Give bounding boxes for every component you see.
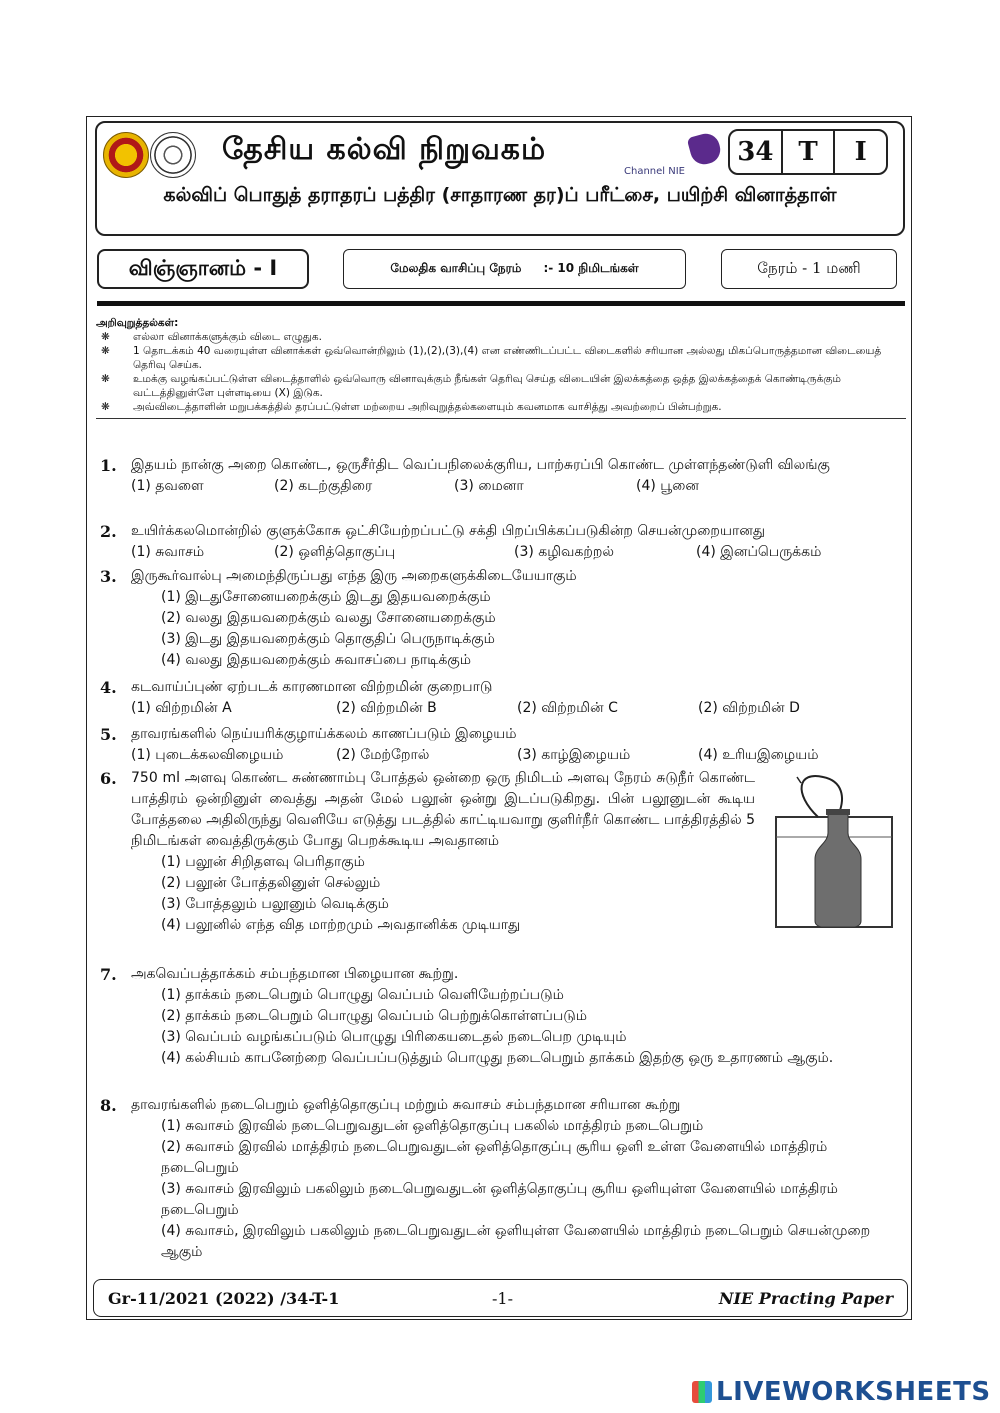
paper-code-number: 34: [730, 131, 783, 173]
options-row: [131, 698, 900, 719]
bottle-balloon-figure: [773, 773, 895, 931]
option[interactable]: (2) ஒளித்தொகுப்பு: [274, 544, 396, 560]
question-stem: உயிர்க்கலமொன்றில் குளுக்கோசு ஒட்சியேற்றப்பட்டு சக்தி பிறப்பிக்கப்படுகின்ற செயன்முறையானது: [131, 523, 765, 539]
option[interactable]: (3) போத்தலும் பலூனும் வெடிக்கும்: [161, 896, 389, 912]
nie-seal-icon: [150, 132, 196, 178]
divider: [96, 418, 906, 419]
option[interactable]: (1) விற்றமின் A: [131, 700, 232, 716]
paper-code-medium: T: [783, 131, 836, 173]
sri-lanka-emblem-icon: [103, 132, 149, 178]
star-bullet-icon: ❋: [101, 373, 110, 385]
page-footer: [93, 1279, 908, 1317]
options-row: [131, 745, 900, 766]
option[interactable]: (1) தவளை: [131, 478, 204, 494]
star-bullet-icon: ❋: [101, 401, 110, 413]
duration-box: நேரம் - 1 மணி: [721, 249, 897, 289]
option[interactable]: (1) இடதுசோனையறைக்கும் இடது இதயவறைக்கும்: [161, 589, 491, 605]
reading-time-value: :- 10 நிமிடங்கள்: [543, 261, 639, 275]
question-7: 7. அகவெப்பத்தாக்கம் சம்பந்தமான பிழையான கூற்று. (1) தாக்கம் நடைபெறும் பொழுது வெப்பம் வெளியேற்றப்படும் (2) தாக்கம் நடைபெறும் பொழுது வெப்பம் பெற்றுக்கொள்ளப்படும் (3) வெப்பம் வழங்கப்படும் பொழுது பிரிகையடைதல் நடைபெற முடியும் (4) கல்சியம் காபனேற்றை வெப்பப்படுத்தும் பொழுது நடைபெறும் தாக்கம் இதற்கு ஒரு உதாரணம் ஆகும்.: [100, 964, 900, 1069]
option[interactable]: (1) புடைக்கலவிழையம்: [131, 747, 284, 763]
option[interactable]: (2) விற்றமின் D: [698, 700, 800, 716]
question-stem: அகவெப்பத்தாக்கம் சம்பந்தமான பிழையான கூற்று.: [131, 966, 459, 982]
org-title: தேசிய கல்வி நிறுவகம்: [222, 132, 547, 167]
reading-time-box: [343, 249, 686, 289]
options-row: [131, 542, 900, 563]
options-list: [131, 587, 900, 671]
option[interactable]: (2) விற்றமின் C: [517, 700, 618, 716]
page-number: -1-: [492, 1289, 513, 1308]
option[interactable]: (3) கழிவகற்றல்: [514, 544, 615, 560]
question-stem: தாவரங்களில் நடைபெறும் ஒளித்தொகுப்பு மற்றும் சுவாசம் சம்பந்தமான சரியான கூற்று: [131, 1097, 681, 1113]
instruction-item: ❋ 1 தொடக்கம் 40 வரையுள்ள வினாக்கள் ஒவ்வொன்றிலும் (1),(2),(3),(4) என எண்ணிடப்பட்ட விடைகளில் சரியான அல்லது மிகப்பொருத்தமான விடையைத் தெரிவு செய்க.: [101, 345, 882, 371]
option[interactable]: (3) வெப்பம் வழங்கப்படும் பொழுது பிரிகையடைதல் நடைபெற முடியும்: [161, 1029, 627, 1045]
instructions-heading: அறிவுறுத்தல்கள்:: [96, 317, 179, 329]
question-8: 8. தாவரங்களில் நடைபெறும் ஒளித்தொகுப்பு மற்றும் சுவாசம் சம்பந்தமான சரியான கூற்று (1) சுவாசம் இரவில் நடைபெறுவதுடன் ஒளித்தொகுப்பு பகலில் மாத்திரம் நடைபெறும் (2) சுவாசம் இரவில் மாத்திரம் நடைபெறுவதுடன் ஒளித்தொகுப்பு சூரிய ஒளி உள்ள வேளையில் மாத்திரம் நடைபெறும் (3) சுவாசம் இரவிலும் பகலிலும் நடைபெறுவதுடன் ஒளித்தொகுப்பு சூரிய ஒளியுள்ள வேளையில் மாத்திரம் நடைபெறும் (4) சுவாசம், இரவிலும் பகலிலும் நடைபெறுவதுடன் ஒளியுள்ள வேளையில் மாத்திரம் நடைபெறும் செயன்முறை ஆகும்: [100, 1095, 900, 1263]
option[interactable]: (1) தாக்கம் நடைபெறும் பொழுது வெப்பம் வெளியேற்றப்படும்: [161, 987, 564, 1003]
question-stem: இதயம் நான்கு அறை கொண்ட, ஒருசீர்திட வெப்பநிலைக்குரிய, பாற்சுரப்பி கொண்ட முள்ளந்தண்டுளி விலங்கு: [131, 457, 830, 473]
option[interactable]: (4) உரியஇழையம்: [698, 747, 819, 763]
option[interactable]: (4) வலது இதயவறைக்கும் சுவாசப்பை நாடிக்கும்: [161, 652, 471, 668]
option[interactable]: (2) தாக்கம் நடைபெறும் பொழுது வெப்பம் பெற்றுக்கொள்ளப்படும்: [161, 1008, 588, 1024]
bottle-icon: [815, 813, 861, 927]
option[interactable]: (4) இனப்பெருக்கம்: [696, 544, 822, 560]
paper-code-box: [728, 129, 888, 175]
option[interactable]: (2) மேற்றோல்: [336, 747, 430, 763]
paper-code-part: I: [854, 137, 867, 167]
question-6: 6. 750 ml அளவு கொண்ட சுண்ணாம்பு போத்தல் ஒன்றை ஒரு நிமிடம் அளவு நேரம் சுடுநீர் கொண்ட பாத்திரம் ஒன்றினுள் வைத்து அதன் மேல் பலூன் ஒன்று இடப்படுகிறது. பின் பலூனுடன் கூடிய போத்தலை அதிலிருந்து வெளியே எடுத்து படத்தில் காட்டியவாறு குளிர்நீர் கொண்ட பாத்திரத்தில் 5 நிமிடங்கள் வைத்திருக்கும் போது பெறக்கூடிய அவதானம் (1) பலூன் சிறிதளவு பெரிதாகும் (2) பலூன் போத்தலினுள் செல்லும் (3) போத்தலும் பலூனும் வெடிக்கும் (4) பலூனில் எந்த வித மாற்றமும் அவதானிக்க முடியாது: [100, 768, 755, 936]
channel-label: Channel NIE: [624, 166, 685, 177]
options-row: [131, 476, 900, 497]
instruction-item: ❋ எல்லா வினாக்களுக்கும் விடை எழுதுக.: [101, 331, 322, 343]
instruction-item: ❋ அவ்விடைத்தாளின் மறுபக்கத்தில் தரப்பட்டுள்ள மற்றைய அறிவுறுத்தல்களையும் கவனமாக வாசித்து அவற்றைப் பின்பற்றுக.: [101, 401, 722, 413]
question-stem: இருகூர்வால்பு அமைந்திருப்பது எந்த இரு அறைகளுக்கிடையேயாகும்: [131, 568, 577, 584]
question-2: 2. உயிர்க்கலமொன்றில் குளுக்கோசு ஒட்சியேற்றப்பட்டு சக்தி பிறப்பிக்கப்படுகின்ற செயன்முறையானது (1) சுவாசம் (2) ஒளித்தொகுப்பு (3) கழிவகற்றல் (4) இனப்பெருக்கம்: [100, 521, 900, 563]
star-bullet-icon: ❋: [101, 331, 110, 343]
header-rule: [97, 301, 905, 306]
option[interactable]: (3) மைனா: [454, 478, 524, 494]
options-list: [131, 1116, 900, 1263]
option[interactable]: (4) கல்சியம் காபனேற்றை வெப்பப்படுத்தும் பொழுது நடைபெறும் தாக்கம் இதற்கு ஒரு உதாரணம் ஆகும்.: [161, 1050, 834, 1066]
instructions: [96, 316, 906, 419]
paper-name: NIE Practing Paper: [718, 1289, 893, 1308]
question-3: 3. இருகூர்வால்பு அமைந்திருப்பது எந்த இரு அறைகளுக்கிடையேயாகும் (1) இடதுசோனையறைக்கும் இடது இதயவறைக்கும் (2) வலது இதயவறைக்கும் வலது சோனையறைக்கும் (3) இடது இதயவறைக்கும் தொகுதிப் பெருநாடிக்கும் (4) வலது இதயவறைக்கும் சுவாசப்பை நாடிக்கும்: [100, 566, 900, 671]
option[interactable]: (3) சுவாசம் இரவிலும் பகலிலும் நடைபெறுவதுடன் ஒளித்தொகுப்பு சூரிய ஒளியுள்ள வேளையில் மாத்திரம் நடைபெறும்: [161, 1181, 838, 1218]
option[interactable]: (2) பலூன் போத்தலினுள் செல்லும்: [161, 875, 381, 891]
question-4: 4. கடவாய்ப்புண் ஏற்படக் காரணமான விற்றமின் குறைபாடு (1) விற்றமின் A (2) விற்றமின் B (2) விற்றமின் C (2) விற்றமின் D: [100, 677, 900, 719]
option[interactable]: (2) சுவாசம் இரவில் மாத்திரம் நடைபெறுவதுடன் ஒளித்தொகுப்பு சூரிய ஒளி உள்ள வேளையில் மாத்திரம் நடைபெறும்: [161, 1139, 828, 1176]
question-stem: தாவரங்களில் நெய்யரிக்குழாய்க்கலம் காணப்படும் இழையம்: [131, 726, 517, 742]
options-list: [131, 852, 755, 936]
question-stem: 750 ml அளவு கொண்ட சுண்ணாம்பு போத்தல் ஒன்றை ஒரு நிமிடம் அளவு நேரம் சுடுநீர் கொண்ட பாத்திரம் ஒன்றினுள் வைத்து அதன் மேல் பலூன் ஒன்று இடப்படுகிறது. பின் பலூனுடன் கூடிய போத்தலை அதிலிருந்து வெளியே எடுத்து படத்தில் காட்டியவாறு குளிர்நீர் கொண்ட பாத்திரத்தில் 5 நிமிடங்கள் வைத்திருக்கும் போது பெறக்கூடிய அவதானம்: [131, 770, 755, 849]
option[interactable]: (1) சுவாசம்: [131, 544, 205, 560]
subject-box: விஞ்ஞானம் - I: [97, 249, 309, 289]
option[interactable]: (2) விற்றமின் B: [336, 700, 437, 716]
star-bullet-icon: ❋: [101, 345, 110, 357]
option[interactable]: (2) கடற்குதிரை: [274, 478, 373, 494]
liveworksheets-logo-icon: [692, 1381, 712, 1403]
question-1: 1. இதயம் நான்கு அறை கொண்ட, ஒருசீர்திட வெப்பநிலைக்குரிய, பாற்சுரப்பி கொண்ட முள்ளந்தண்டுளி விலங்கு (1) தவளை (2) கடற்குதிரை (3) மைனா (4) பூனை: [100, 455, 900, 497]
instruction-item: ❋ உமக்கு வழங்கப்பட்டுள்ள விடைத்தாளில் ஒவ்வொரு வினாவுக்கும் நீங்கள் தெரிவு செய்த விடையின் இலக்கத்தை ஒத்த இலக்கத்தைக் கொண்டிருக்கும் வட்டத்தினுள்ளே புள்ளடியை (X) இடுக.: [101, 373, 842, 399]
reading-time-label: மேலதிக வாசிப்பு நேரம்: [390, 261, 522, 275]
liveworksheets-watermark: LIVEWORKSHEETS: [692, 1377, 991, 1407]
option[interactable]: (3) காழ்இழையம்: [517, 747, 631, 763]
option[interactable]: (1) சுவாசம் இரவில் நடைபெறுவதுடன் ஒளித்தொகுப்பு பகலில் மாத்திரம் நடைபெறும்: [161, 1118, 704, 1134]
options-list: [131, 985, 900, 1069]
option[interactable]: (3) இடது இதயவறைக்கும் தொகுதிப் பெருநாடிக்கும்: [161, 631, 495, 647]
option[interactable]: (2) வலது இதயவறைக்கும் வலது சோனையறைக்கும்: [161, 610, 496, 626]
paper-reference: Gr-11/2021 (2022) /34-T-1: [108, 1289, 340, 1308]
question-stem: கடவாய்ப்புண் ஏற்படக் காரணமான விற்றமின் குறைபாடு: [131, 679, 493, 695]
option[interactable]: (4) சுவாசம், இரவிலும் பகலிலும் நடைபெறுவதுடன் ஒளியுள்ள வேளையில் மாத்திரம் நடைபெறும் செயன்முறை ஆகும்: [161, 1223, 871, 1260]
option[interactable]: (4) பலூனில் எந்த வித மாற்றமும் அவதானிக்க முடியாது: [161, 917, 521, 933]
question-5: 5. தாவரங்களில் நெய்யரிக்குழாய்க்கலம் காணப்படும் இழையம் (1) புடைக்கலவிழையம் (2) மேற்றோல் (3) காழ்இழையம் (4) உரியஇழையம்: [100, 724, 900, 766]
option[interactable]: (1) பலூன் சிறிதளவு பெரிதாகும்: [161, 854, 365, 870]
exam-title: கல்விப் பொதுத் தராதரப் பத்திர (சாதாரண தர)ப் பரீட்சை, பயிற்சி வினாத்தாள்: [163, 184, 837, 206]
option[interactable]: (4) பூனை: [636, 478, 699, 494]
